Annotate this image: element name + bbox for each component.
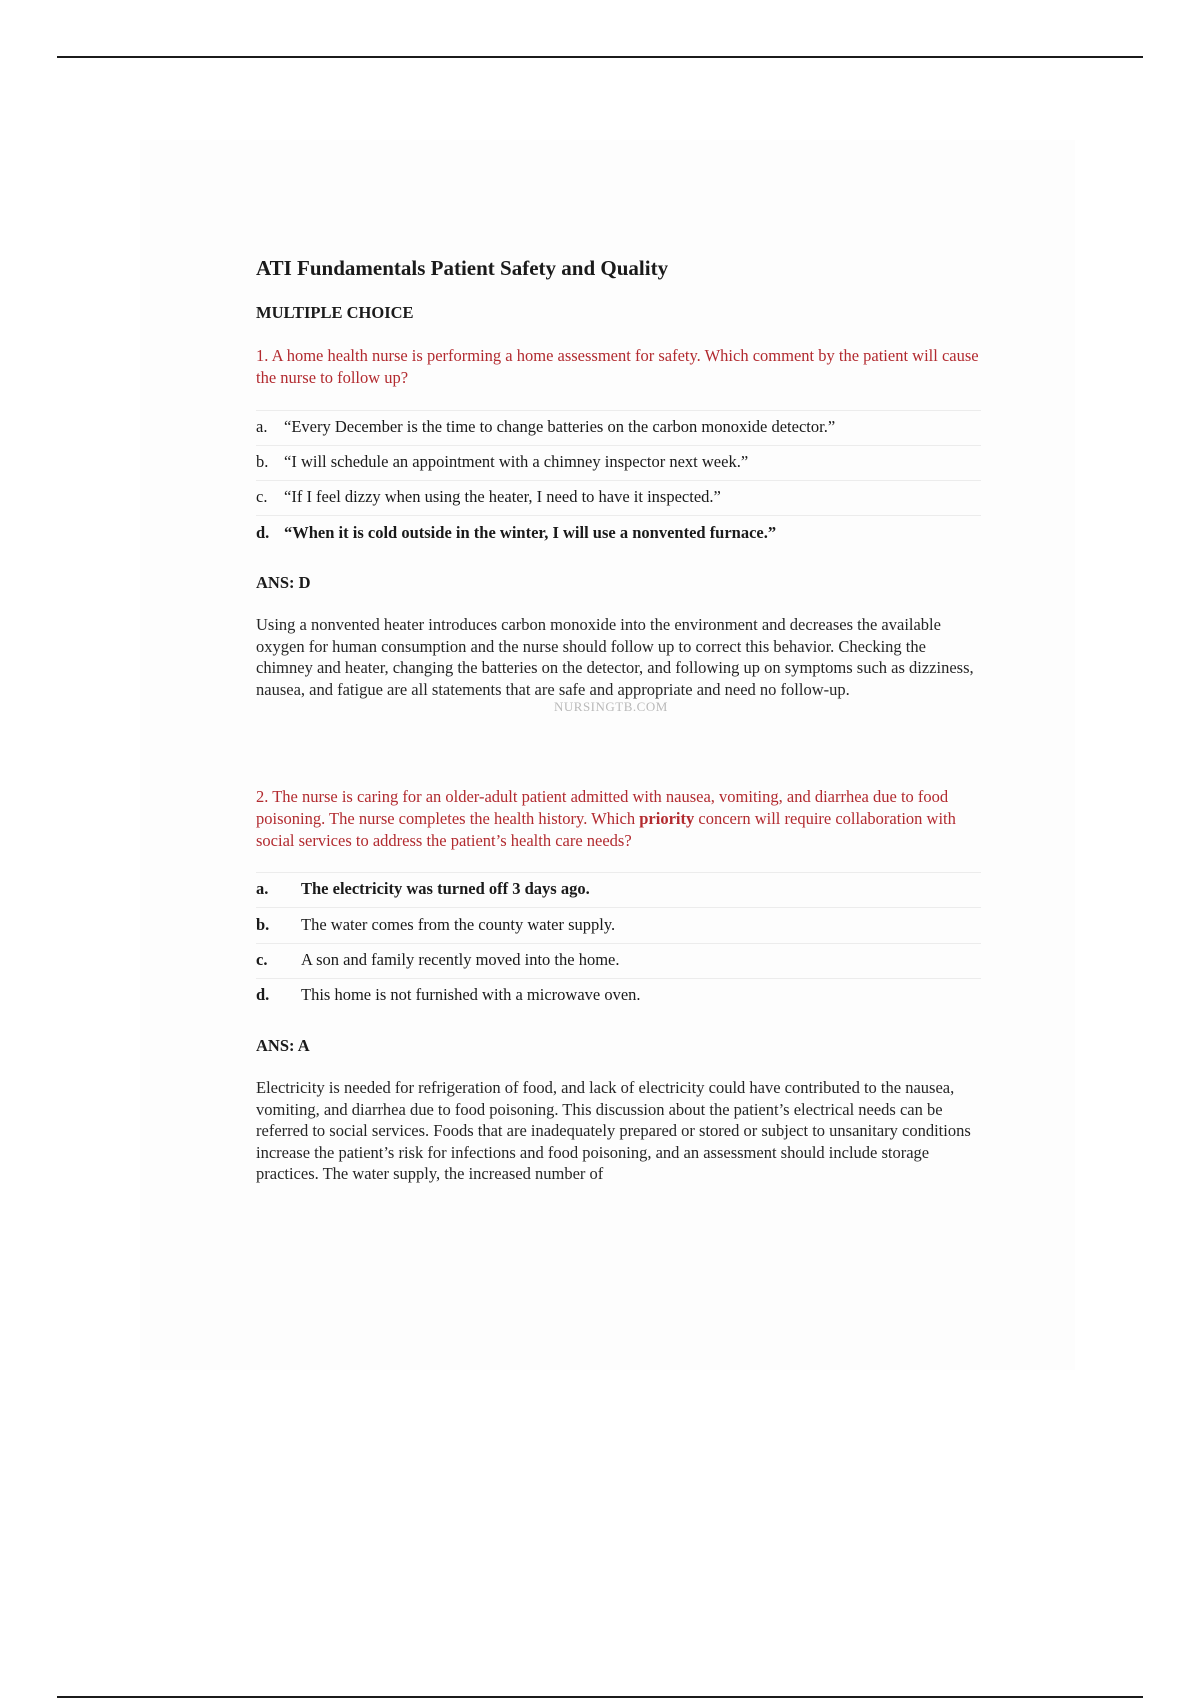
stem-emphasis: priority — [639, 809, 695, 828]
scanned-page — [140, 140, 1075, 1370]
q1-option-b — [256, 451, 981, 473]
question-2-rationale: Electricity is needed for refrigeration of food, and lack of electricity could have contributed to the nausea, vomiting, and diarrhea due to food poisoning. This discussion about the patient’s electrical needs can be referred to social services. Foods that are inadequately prepared or stored or subject to unsanitary conditions increase the patient’s risk for infections and food poisoning, and an assessment should include storage practices. The water supply, the increased number of — [256, 1078, 971, 1183]
option-divider — [256, 943, 981, 944]
page-bottom-rule — [57, 1696, 1143, 1698]
option-divider — [256, 907, 981, 908]
option-letter: a. — [256, 879, 269, 898]
option-letter: d. — [256, 985, 270, 1004]
watermark: NURSINGTB.COM — [554, 699, 668, 714]
q2-option-b — [256, 914, 981, 936]
question-1-stem: 1. A home health nurse is performing a home assessment for safety. Which comment by the patient will cause the nurse to follow up? — [256, 346, 979, 387]
option-text: This home is not furnished with a microwave oven. — [301, 985, 641, 1004]
option-text: The water comes from the county water supply. — [301, 915, 616, 934]
option-divider — [256, 978, 981, 979]
option-divider — [256, 480, 981, 481]
option-divider — [256, 872, 981, 873]
stem-text: concern will require collaboration with social services to address the patient’s health care needs? — [256, 809, 956, 850]
question-1-answer: ANS: D — [256, 573, 311, 592]
option-letter: c. — [256, 950, 268, 969]
section-heading: MULTIPLE CHOICE — [256, 303, 414, 322]
option-text: “I will schedule an appointment with a chimney inspector next week.” — [284, 452, 749, 471]
option-divider — [256, 515, 981, 516]
q2-option-a-correct — [256, 878, 981, 900]
option-letter: c. — [256, 487, 268, 506]
q1-option-a — [256, 416, 981, 438]
question-1-rationale: Using a nonvented heater introduces carbon monoxide into the environment and decreases the available oxygen for human consumption and the nurse should follow up to correct this behavior. Checking the chimney and heater, changing the batteries on the detector, and following up on symptoms such as dizziness, nausea, and fatigue are all statements that are safe and appropriate and need no follow-up. — [256, 615, 974, 699]
document-title: ATI Fundamentals Patient Safety and Quality — [256, 256, 669, 280]
page-top-rule — [57, 56, 1143, 58]
option-text: “If I feel dizzy when using the heater, I need to have it inspected.” — [284, 487, 721, 506]
option-text: The electricity was turned off 3 days ago. — [301, 879, 590, 898]
question-2-answer: ANS: A — [256, 1036, 310, 1055]
q2-option-d — [256, 984, 981, 1006]
option-divider — [256, 445, 981, 446]
option-letter: b. — [256, 915, 270, 934]
q1-option-c — [256, 486, 981, 508]
option-letter: d. — [256, 523, 270, 542]
option-letter: a. — [256, 417, 268, 436]
option-text: “Every December is the time to change batteries on the carbon monoxide detector.” — [284, 417, 836, 436]
q1-option-d-correct — [256, 522, 981, 544]
option-divider — [256, 410, 981, 411]
stem-text: 2. The nurse is caring for an older-adult patient admitted with nausea, vomiting, and diarrhea due to food poisoning. The nurse completes the health history. Which — [256, 787, 949, 828]
question-2-stem — [256, 786, 981, 852]
option-letter: b. — [256, 452, 269, 471]
option-text: “When it is cold outside in the winter, I will use a nonvented furnace.” — [284, 523, 777, 542]
q2-option-c — [256, 949, 981, 971]
option-text: A son and family recently moved into the home. — [301, 950, 620, 969]
